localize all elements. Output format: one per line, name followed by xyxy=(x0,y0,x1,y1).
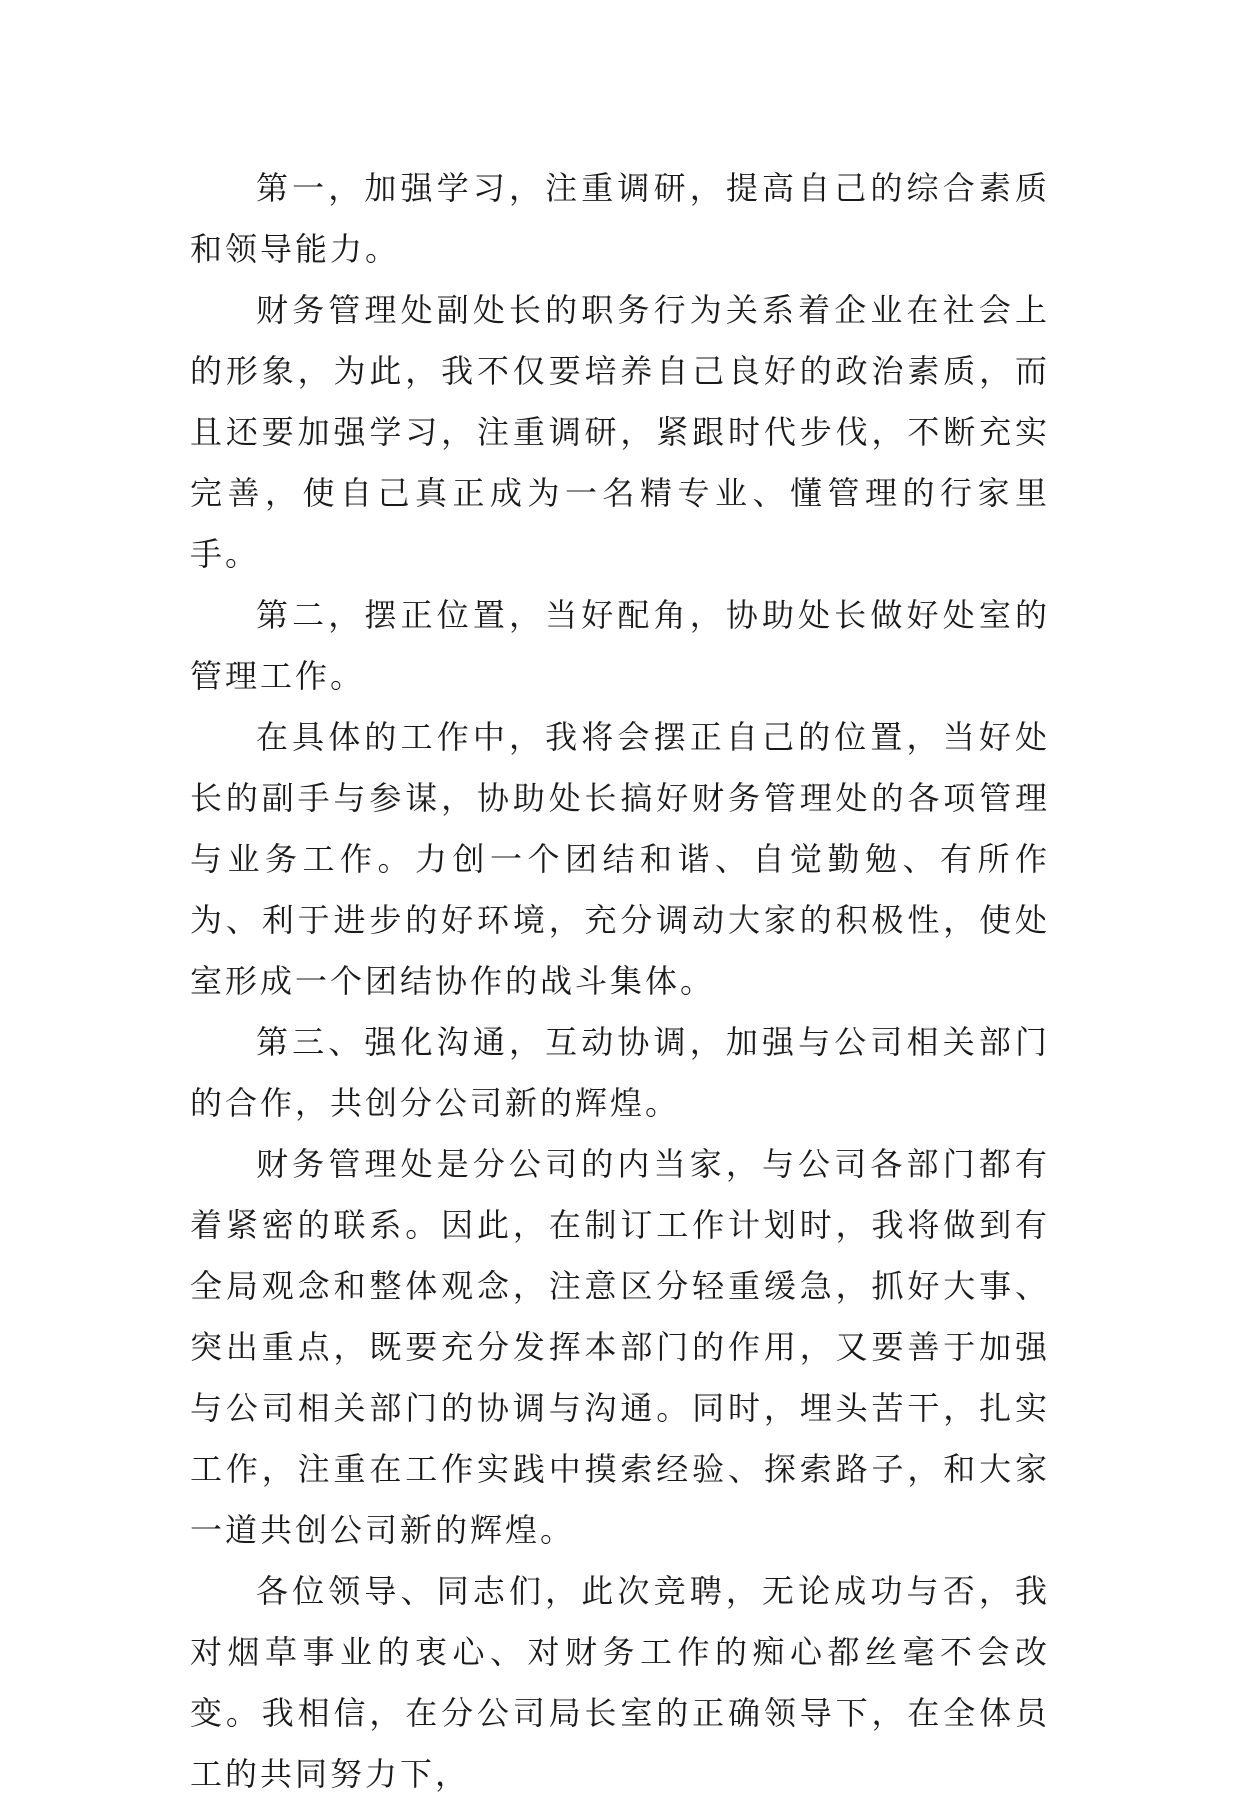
paragraph-position: 第二，摆正位置，当好配角，协助处长做好处室的管理工作。 xyxy=(190,596,1050,695)
paragraph-communication: 第三、强化沟通，互动协调，加强与公司相关部门的合作，共创分公司新的辉煌。 xyxy=(190,1023,1050,1122)
paragraph-study-detail: 财务管理处副处长的职务行为关系着企业在社会上的形象，为此，我不仅要培养自己良好的政治素质，而且还要加强学习，注重调研，紧跟时代步伐，不断充实完善，使自己真正成为一名精专业、懂管理的行家里手。 xyxy=(190,291,1050,573)
paragraph-communication-detail: 财务管理处是分公司的内当家，与公司各部门都有着紧密的联系。因此，在制订工作计划时，我将做到有全局观念和整体观念，注意区分轻重缓急，抓好大事、突出重点，既要充分发挥本部门的作用，又要善于加强与公司相关部门的协调与沟通。同时，埋头苦干，扎实工作，注重在工作实践中摸索经验、探索路子，和大家一道共创公司新的辉煌。 xyxy=(190,1145,1050,1549)
paragraph-position-detail: 在具体的工作中，我将会摆正自己的位置，当好处长的副手与参谋，协助处长搞好财务管理处的各项管理与业务工作。力创一个团结和谐、自觉勤勉、有所作为、利于进步的好环境，充分调动大家的积极性，使处室形成一个团结协作的战斗集体。 xyxy=(190,718,1050,1000)
paragraph-closing: 各位领导、同志们，此次竞聘，无论成功与否，我对烟草事业的衷心、对财务工作的痴心都丝毫不会改变。我相信，在分公司局长室的正确领导下，在全体员工的共同努力下， xyxy=(190,1572,1050,1793)
paragraph-study: 第一，加强学习，注重调研，提高自己的综合素质和领导能力。 xyxy=(190,169,1050,268)
document-body xyxy=(190,158,1050,1805)
